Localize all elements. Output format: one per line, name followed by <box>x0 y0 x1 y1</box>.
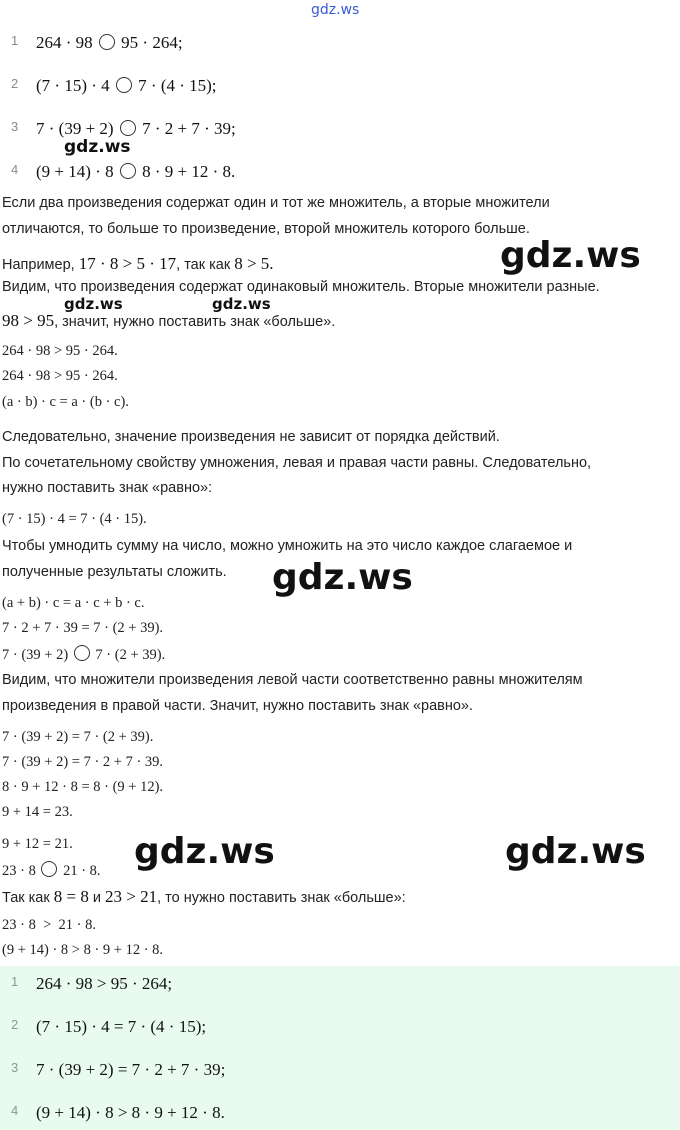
solution-text: Следовательно, значение произведения не зависит от порядка действий. <box>2 429 500 445</box>
watermark: gdz.ws <box>134 831 275 872</box>
math-line: 23 · 8 21 · 8. <box>2 863 101 879</box>
task-right: 95 · 264; <box>121 33 183 52</box>
watermark: gdz.ws <box>500 235 641 276</box>
answer-expr: (9 + 14) · 8 > 8 · 9 + 12 · 8. <box>36 1103 225 1122</box>
watermark: gdz.ws <box>505 831 646 872</box>
compare-circle-icon <box>116 77 132 93</box>
solution-text: произведения в правой части. Значит, нужно поставить знак «равно». <box>2 698 474 714</box>
solution-text: полученные результаты сложить. <box>2 564 227 580</box>
math-line: (9 + 14) · 8 > 8 · 9 + 12 · 8. <box>2 942 164 958</box>
solution-text: Если два произведения содержат один и тот же множитель, а вторые множители <box>2 195 550 211</box>
math-line: 9 + 12 = 21. <box>2 836 73 852</box>
math-line: 8 · 9 + 12 · 8 = 8 · (9 + 12). <box>2 779 164 795</box>
task-number: 2 <box>11 76 19 91</box>
solution-text: Чтобы умнодить сумму на число, можно умножить на это число каждое слагаемое и <box>2 538 573 554</box>
compare-circle-icon <box>41 861 57 877</box>
solution-text: По сочетательному свойству умножения, левая и правая части равны. Следовательно, <box>2 455 592 471</box>
task-right: 7 · (4 · 15); <box>138 76 217 95</box>
math-line: (7 · 15) · 4 = 7 · (4 · 15). <box>2 511 147 527</box>
answer-number: 4 <box>11 1103 19 1118</box>
math-line: 7 · (39 + 2) 7 · (2 + 39). <box>2 647 166 663</box>
task-left: 7 · (39 + 2) <box>36 119 114 138</box>
math-line: 7 · 2 + 7 · 39 = 7 · (2 + 39). <box>2 620 164 636</box>
task-right: 7 · 2 + 7 · 39; <box>142 119 236 138</box>
solution-text: Видим, что множители произведения левой части соответственно равны множителям <box>2 672 583 688</box>
solution-text: Видим, что произведения содержат одинаковый множитель. Вторые множители разные. <box>2 279 600 295</box>
compare-circle-icon <box>120 120 136 136</box>
answer-expr: 7 · (39 + 2) = 7 · 2 + 7 · 39; <box>36 1060 226 1079</box>
math-line: 7 · (39 + 2) = 7 · 2 + 7 · 39. <box>2 754 164 770</box>
watermark-top: gdz.ws <box>311 2 360 18</box>
task-left: 264 · 98 <box>36 33 93 52</box>
solution-text: отличаются, то больше то произведение, второй множитель которого больше. <box>2 221 530 237</box>
compare-circle-icon <box>99 34 115 50</box>
solution-text: нужно поставить знак «равно»: <box>2 480 213 496</box>
answer-expr: 264 · 98 > 95 · 264; <box>36 974 173 993</box>
solution-text: Например, 17 · 8 > 5 · 17, так как 8 > 5. <box>2 254 274 273</box>
watermark: gdz.ws <box>64 295 123 313</box>
math-line: (a + b) · c = a · c + b · c. <box>2 595 145 611</box>
watermark: gdz.ws <box>212 295 271 313</box>
math-line: 23 · 8 > 21 · 8. <box>2 917 96 933</box>
watermark: gdz.ws <box>272 557 413 598</box>
task-number: 1 <box>11 33 19 48</box>
watermark: gdz.ws <box>64 137 131 157</box>
math-line: 7 · (39 + 2) = 7 · (2 + 39). <box>2 729 154 745</box>
math-line: (a · b) · c = a · (b · c). <box>2 394 129 410</box>
answer-block <box>0 966 680 1130</box>
task-left: (9 + 14) · 8 <box>36 162 114 181</box>
answer-number: 3 <box>11 1060 19 1075</box>
compare-circle-icon <box>74 645 90 661</box>
answer-number: 2 <box>11 1017 19 1032</box>
compare-circle-icon <box>120 163 136 179</box>
math-line: 264 · 98 > 95 · 264. <box>2 368 118 384</box>
task-left: (7 · 15) · 4 <box>36 76 110 95</box>
task-number: 4 <box>11 162 19 177</box>
answer-number: 1 <box>11 974 19 989</box>
answer-expr: (7 · 15) · 4 = 7 · (4 · 15); <box>36 1017 207 1036</box>
solution-text: 98 > 95, значит, нужно поставить знак «больше». <box>2 311 336 330</box>
math-line: 264 · 98 > 95 · 264. <box>2 343 118 359</box>
task-number: 3 <box>11 119 19 134</box>
task-right: 8 · 9 + 12 · 8. <box>142 162 236 181</box>
math-line: 9 + 14 = 23. <box>2 804 73 820</box>
solution-text: Так как 8 = 8 и 23 > 21, то нужно поставить знак «больше»: <box>2 887 406 906</box>
